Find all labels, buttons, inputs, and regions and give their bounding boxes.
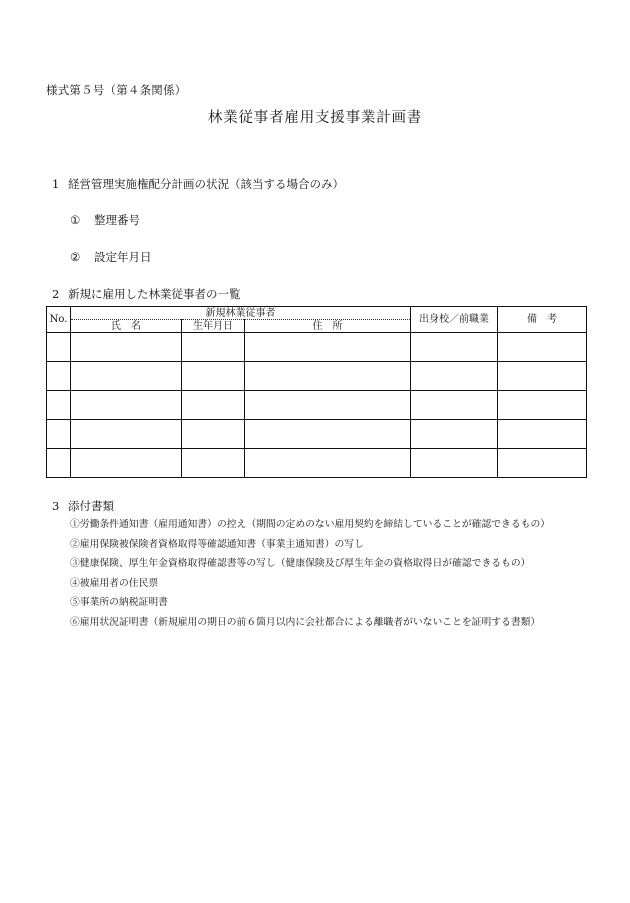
cell-birthdate[interactable] (182, 362, 245, 391)
section-3-heading (52, 498, 114, 514)
cell-address[interactable] (245, 362, 411, 391)
cell-school[interactable] (411, 420, 498, 449)
section-3-number: 3 (52, 499, 60, 513)
section-1-heading (52, 176, 344, 192)
document-title: 林業従事者雇用支援事業計画書 (207, 110, 423, 126)
table-row (47, 333, 587, 362)
cell-name[interactable] (71, 333, 182, 362)
cell-birthdate[interactable] (182, 449, 245, 478)
cell-school[interactable] (411, 333, 498, 362)
section-1-item-management-number (70, 212, 140, 228)
table-row (47, 420, 587, 449)
cell-name[interactable] (71, 420, 182, 449)
section-2-number: 2 (52, 287, 60, 301)
column-header-school-previous-job: 出身校／前職業 (411, 307, 498, 333)
cell-remarks[interactable] (498, 362, 587, 391)
cell-birthdate[interactable] (182, 420, 245, 449)
cell-name[interactable] (71, 391, 182, 420)
cell-birthdate[interactable] (182, 333, 245, 362)
cell-no[interactable] (47, 391, 71, 420)
column-header-name: 氏 名 (71, 320, 182, 333)
cell-no[interactable] (47, 362, 71, 391)
item-marker: ① (70, 213, 81, 227)
cell-school[interactable] (411, 362, 498, 391)
item-marker: ② (70, 250, 81, 264)
cell-address[interactable] (245, 333, 411, 362)
new-employee-table (46, 306, 587, 478)
attachment-item: ③健康保険、厚生年金資格取得確認書等の写し（健康保険及び厚生年金の資格取得日が確認できるもの） (70, 558, 531, 569)
cell-no[interactable] (47, 420, 71, 449)
cell-birthdate[interactable] (182, 391, 245, 420)
cell-name[interactable] (71, 449, 182, 478)
cell-remarks[interactable] (498, 420, 587, 449)
attachment-item: ①労働条件通知書（雇用通知書）の控え（期間の定めのない雇用契約を締結していることが確認できるもの） (70, 519, 551, 530)
section-1-title: 経営管理実施権配分計画の状況（該当する場合のみ） (68, 177, 344, 191)
table-row (47, 391, 587, 420)
attachment-item: ⑥雇用状況証明書（新規雇用の期日の前６箇月以内に会社都合による離職者がいないことを証明する書類） (70, 616, 541, 628)
cell-address[interactable] (245, 420, 411, 449)
column-header-birthdate: 生年月日 (182, 320, 245, 333)
cell-address[interactable] (245, 449, 411, 478)
column-header-address: 住 所 (245, 320, 411, 333)
cell-school[interactable] (411, 449, 498, 478)
cell-remarks[interactable] (498, 391, 587, 420)
cell-name[interactable] (71, 362, 182, 391)
section-3-title: 添付書類 (68, 499, 114, 513)
cell-address[interactable] (245, 391, 411, 420)
cell-no[interactable] (47, 449, 71, 478)
cell-school[interactable] (411, 391, 498, 420)
section-1-item-setting-date (70, 249, 152, 265)
attachment-item: ⑤事業所の納税証明書 (70, 597, 168, 608)
item-label: 整理番号 (94, 213, 140, 227)
column-header-remarks: 備 考 (498, 307, 587, 333)
section-2-heading (52, 286, 241, 302)
section-2-title: 新規に雇用した林業従事者の一覧 (68, 287, 241, 301)
cell-remarks[interactable] (498, 449, 587, 478)
cell-no[interactable] (47, 333, 71, 362)
section-1-number: 1 (52, 177, 60, 191)
attachment-list (70, 518, 550, 635)
attachment-item: ④被雇用者の住民票 (70, 577, 159, 589)
item-label: 設定年月日 (94, 250, 152, 264)
attachment-item: ②雇用保険被保険者資格取得等確認通知書（事業主通知書）の写し (70, 538, 364, 550)
column-group-new-employees: 新規林業従事者 (71, 307, 411, 320)
column-header-no: No. (47, 307, 71, 333)
form-number: 様式第５号（第４条関係） (46, 83, 187, 97)
table-row (47, 449, 587, 478)
table-row (47, 362, 587, 391)
cell-remarks[interactable] (498, 333, 587, 362)
